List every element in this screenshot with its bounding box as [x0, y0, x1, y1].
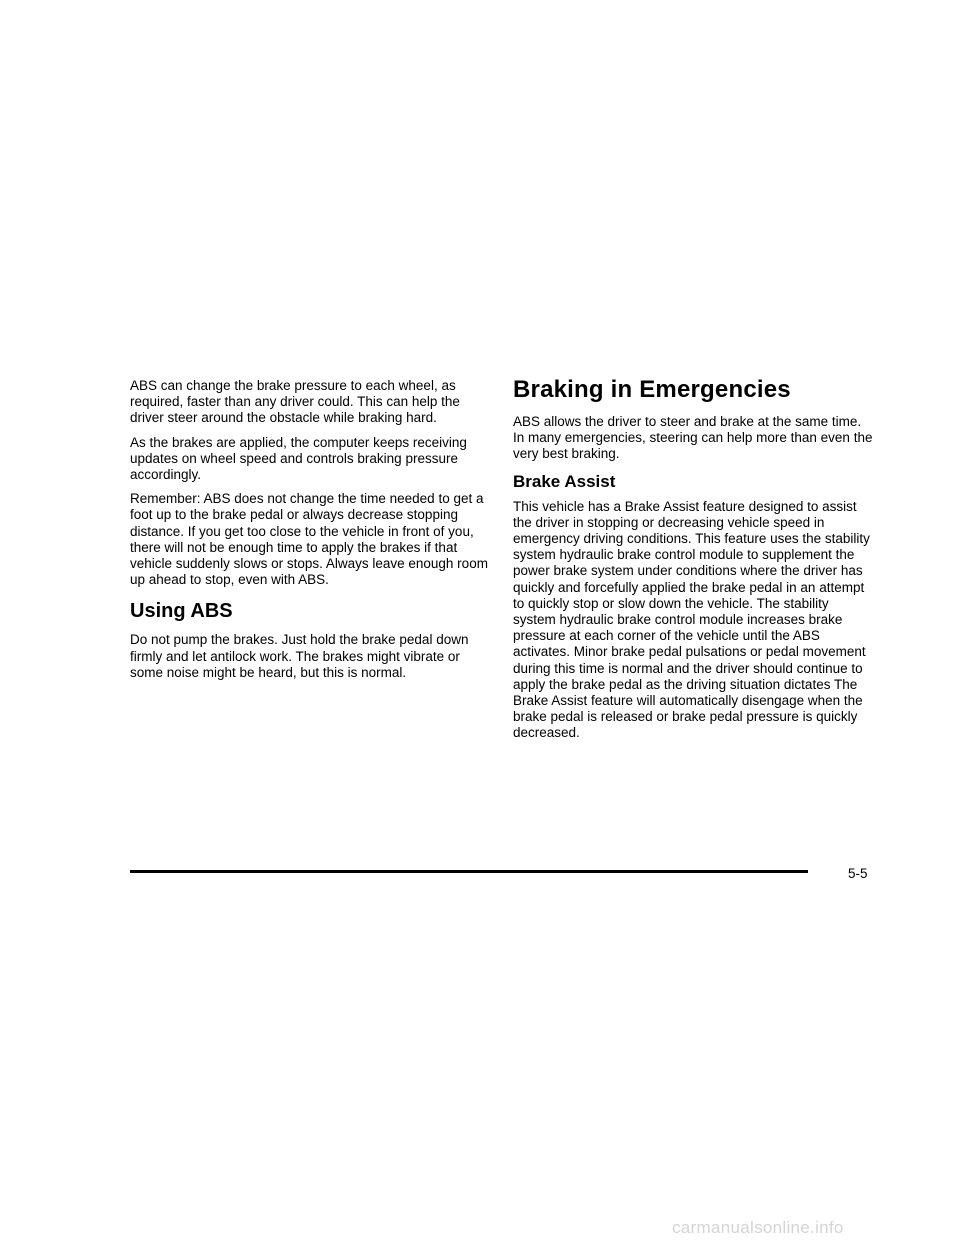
- using-abs-paragraph: Do not pump the brakes. Just hold the brake pedal down firmly and let antilock work. The brakes might vibrate or some noise might be heard, but this is normal.: [130, 632, 469, 680]
- page-number: 5-5: [848, 866, 868, 881]
- abs-pressure-paragraph: ABS can change the brake pressure to each wheel, as required, faster than any driver could. This can help the driver steer around the obstacle while braking hard.: [130, 378, 460, 426]
- watermark: carmanualsonline.info: [672, 1218, 844, 1237]
- left-column: [130, 378, 490, 689]
- brake-assist-heading: Brake Assist: [513, 471, 616, 491]
- braking-emergencies-heading: Braking in Emergencies: [513, 376, 791, 403]
- using-abs-heading: Using ABS: [130, 600, 233, 623]
- computer-updates-paragraph: As the brakes are applied, the computer keeps receiving updates on wheel speed and controls braking pressure accordingly.: [130, 434, 467, 483]
- footer-rule: [130, 870, 808, 873]
- brake-assist-paragraph: This vehicle has a Brake Assist feature designed to assist the driver in stopping or decreasing vehicle speed in emergency driving conditions. This feature uses the stability system hydraulic brake control module to supplement the power brake system under conditions where the driver has quickly and forcefully applied the brake pedal in an attempt to quickly stop or slow down the vehicle. The stability system hydraulic brake control module increases brake pressure at each corner of the vehicle until the ABS activates. Minor brake pedal pulsations or pedal movement during this time is normal and the driver should continue to apply the brake pedal as the driving situation dictates The Brake Assist feature will automatically disengage when the brake pedal is released or brake pedal pressure is quickly decreased.: [513, 498, 870, 741]
- braking-emergencies-paragraph: ABS allows the driver to steer and brake at the same time. In many emergencies, steering can help more than even the very best braking.: [513, 414, 873, 462]
- remember-paragraph: Remember: ABS does not change the time needed to get a foot up to the brake pedal or always decrease stopping distance. If you get too close to the vehicle in front of you, there will not be enough time to apply the brakes if that vehicle suddenly slows or stops. Always leave enough room up ahead to stop, even with ABS.: [130, 491, 488, 588]
- right-column: [513, 376, 875, 750]
